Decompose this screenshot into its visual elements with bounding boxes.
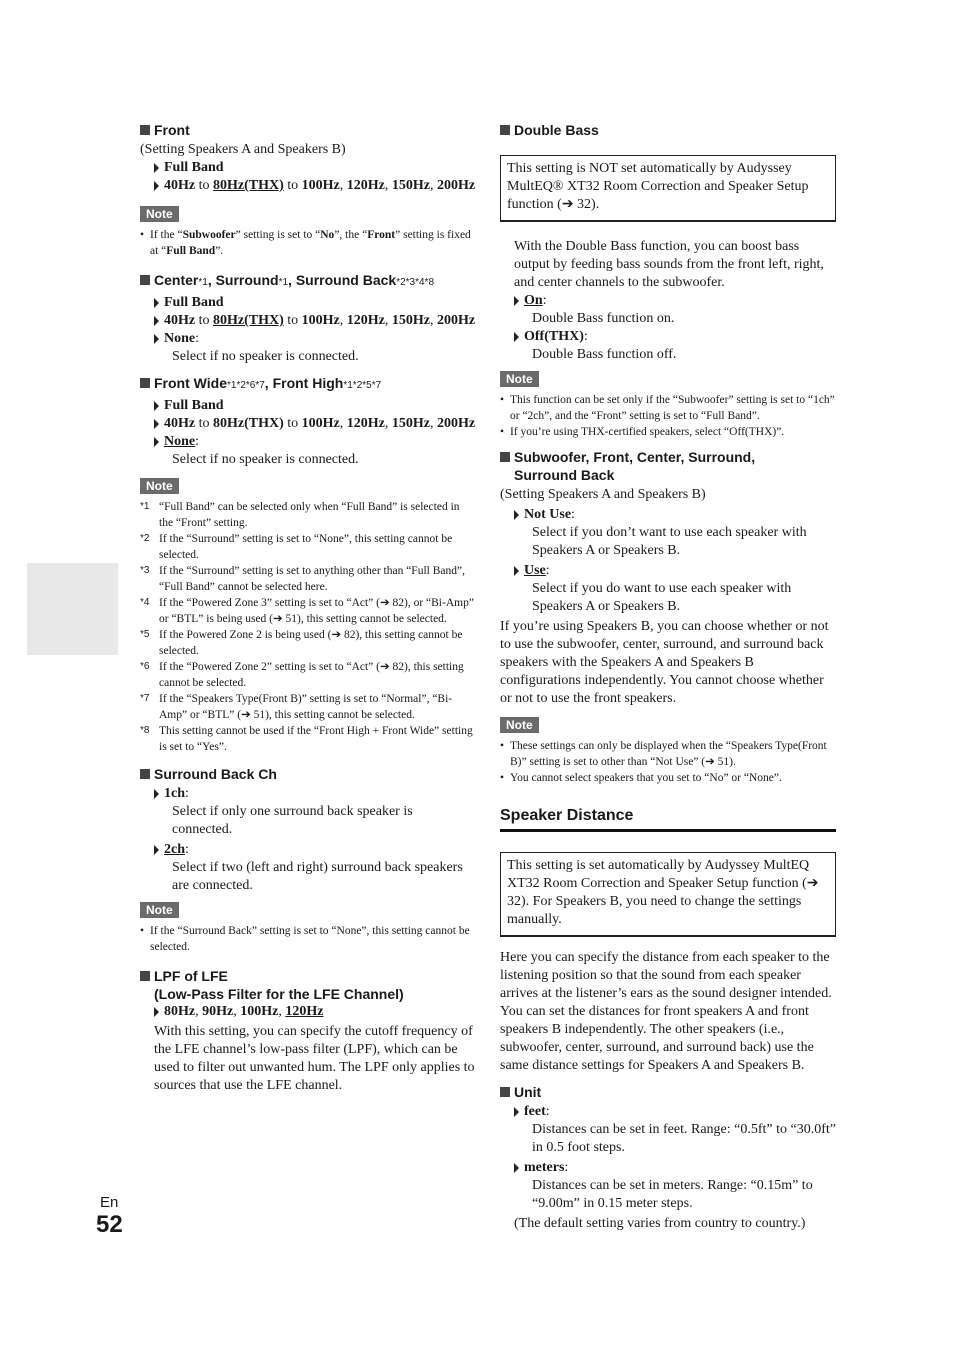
triangle-bullet-icon xyxy=(154,845,159,855)
footnote-text: If the “Speakers Type(Front B)” setting is set to “Normal”, “Bi-Amp” or “BTL” (➔ 51), this setting cannot be selected. xyxy=(159,693,453,721)
front-wide-heading: Front Wide*1*2*6*7, Front High*1*2*5*7 xyxy=(140,374,476,395)
speaker-select-body: If you’re using Speakers B, you can choose whether or not to use the subwoofer, center, surround, and surround back speakers with the Speakers A and Speakers B configurations independently. You cannot choose whether or not to use the front speakers. xyxy=(500,619,829,706)
footnote-marker: *3 xyxy=(140,565,150,576)
note-label: Note xyxy=(140,902,179,918)
front-intro: (Setting Speakers A and Speakers B) xyxy=(140,142,346,157)
unit-option-feet: feet: xyxy=(500,1103,836,1121)
footnote-item xyxy=(140,723,476,755)
swsel-note-1: • These settings can only be displayed when the “Speakers Type(Front B)” setting is set to other than “Not Use” (➔ 51). xyxy=(500,740,827,768)
triangle-bullet-icon xyxy=(154,334,159,344)
square-bullet-icon xyxy=(140,125,150,135)
speaker-distance-title: Speaker Distance xyxy=(500,806,836,832)
center-none-desc: Select if no speaker is connected. xyxy=(172,349,359,364)
note-label: Note xyxy=(140,206,179,222)
square-bullet-icon xyxy=(140,275,150,285)
note-label: Note xyxy=(500,371,539,387)
triangle-bullet-icon xyxy=(154,789,159,799)
dbass-note-2: • If you’re using THX-certified speakers, select “Off(THX)”. xyxy=(500,426,785,438)
front-heading: Front xyxy=(140,121,476,139)
wide-option-full-band: Full Band xyxy=(140,397,476,415)
lpf-heading: LPF of LFE (Low-Pass Filter for the LFE Channel) xyxy=(140,967,476,1003)
footnote-item xyxy=(140,595,476,627)
footnote-text: If the “Powered Zone 3” setting is set to “Act” (➔ 82), or “Bi-Amp” or “BTL” is being used (➔ 51), this setting cannot be selected. xyxy=(159,597,474,625)
front-option-frequencies: 40Hz to 80Hz(THX) to 100Hz, 120Hz, 150Hz, 200Hz xyxy=(140,177,476,195)
center-option-frequencies: 40Hz to 80Hz(THX) to 100Hz, 120Hz, 150Hz, 200Hz xyxy=(140,312,476,330)
wide-none-desc: Select if no speaker is connected. xyxy=(172,452,359,467)
triangle-bullet-icon xyxy=(514,510,519,520)
triangle-bullet-icon xyxy=(514,1107,519,1117)
page-number: 52 xyxy=(96,1211,123,1238)
triangle-bullet-icon xyxy=(154,181,159,191)
swsel-option-not-use: Not Use: xyxy=(500,506,836,524)
triangle-bullet-icon xyxy=(154,437,159,447)
swsel-option-use: Use: xyxy=(500,562,836,580)
speaker-distance-notice-box: This setting is set automatically by Audyssey MultEQ XT32 Room Correction and Speaker Setup function (➔ 32). For Speakers B, you need to change the settings manually. xyxy=(500,852,836,937)
footnote-item xyxy=(140,627,476,659)
side-tab-marker xyxy=(27,563,118,655)
footnote-marker: *7 xyxy=(140,693,150,704)
footnote-item xyxy=(140,691,476,723)
footnote-marker: *4 xyxy=(140,597,150,608)
triangle-bullet-icon xyxy=(154,298,159,308)
wide-option-none: None: xyxy=(140,433,476,451)
triangle-bullet-icon xyxy=(154,316,159,326)
center-option-none: None: xyxy=(140,330,476,348)
footnote-item xyxy=(140,563,476,595)
footnote-text: If the “Surround” setting is set to anything other than “Full Band”, “Full Band” cannot be selected here. xyxy=(159,565,465,593)
dbass-on-desc: Double Bass function on. xyxy=(532,311,675,326)
double-bass-body: With the Double Bass function, you can boost bass output by feeding bass sounds from the front left, right, and center channels to the subwoofer. xyxy=(514,239,824,290)
note-label: Note xyxy=(500,717,539,733)
wide-option-frequencies: 40Hz to 80Hz(THX) to 100Hz, 120Hz, 150Hz, 200Hz xyxy=(140,415,476,433)
speaker-distance-body-1: Here you can specify the distance from each speaker to the listening position so that the sound from each speaker arrives at the listener’s ears as the sound designer intended. xyxy=(500,950,832,1001)
sbch-2ch-desc: Select if two (left and right) surround back speakers are connected. xyxy=(172,860,463,893)
square-bullet-icon xyxy=(500,125,510,135)
lpf-body: With this setting, you can specify the cutoff frequency of the LFE channel’s low-pass filter (LPF), which can be used to filter out unwanted hum. The LPF only applies to sources that use the LFE channel. xyxy=(154,1024,475,1093)
dbass-option-off: Off(THX): xyxy=(500,328,836,346)
triangle-bullet-icon xyxy=(514,332,519,342)
left-column xyxy=(140,121,476,1095)
dbass-off-desc: Double Bass function off. xyxy=(532,347,677,362)
sbch-note: • If the “Surround Back” setting is set to “None”, this setting cannot be selected. xyxy=(140,925,470,953)
page-language: En xyxy=(100,1194,119,1211)
sbch-option-1ch: 1ch: xyxy=(140,785,476,803)
footnote-text: If the “Powered Zone 2” setting is set to “Act” (➔ 82), this setting cannot be selected. xyxy=(159,661,464,689)
swsel-not-use-desc: Select if you don’t want to use each speaker with Speakers A or Speakers B. xyxy=(532,525,807,558)
note-label: Note xyxy=(140,478,179,494)
triangle-bullet-icon xyxy=(154,163,159,173)
footnote-marker: *6 xyxy=(140,661,150,672)
speaker-distance-body-2: You can set the distances for front speakers A and front speakers B independently. The other speakers (i.e., subwoofer, center, surround, and surround back) use the same distance settings for Speakers A and Speakers B. xyxy=(500,1004,814,1073)
footnote-marker: *1 xyxy=(140,501,150,512)
double-bass-notice-box: This setting is NOT set automatically by Audyssey MultEQ® XT32 Room Correction and Speaker Setup function (➔ 32). xyxy=(500,155,836,222)
unit-meters-desc: Distances can be set in meters. Range: “0.15m” to “9.00m” in 0.15 meter steps. xyxy=(532,1178,813,1211)
footnote-text: “Full Band” can be selected only when “Full Band” is selected in the “Front” setting. xyxy=(159,501,460,529)
sbch-1ch-desc: Select if only one surround back speaker is connected. xyxy=(172,804,413,837)
right-column xyxy=(500,121,836,1233)
sbch-option-2ch: 2ch: xyxy=(140,841,476,859)
square-bullet-icon xyxy=(500,452,510,462)
square-bullet-icon xyxy=(140,769,150,779)
square-bullet-icon xyxy=(140,378,150,388)
double-bass-heading: Double Bass xyxy=(500,121,836,139)
square-bullet-icon xyxy=(500,1087,510,1097)
front-note: • If the “Subwoofer” setting is set to “No”, the “Front” setting is fixed at “Full Band”. xyxy=(140,229,471,257)
triangle-bullet-icon xyxy=(514,1163,519,1173)
footnote-item xyxy=(140,659,476,691)
triangle-bullet-icon xyxy=(514,296,519,306)
unit-option-meters: meters: xyxy=(500,1159,836,1177)
footnote-marker: *5 xyxy=(140,629,150,640)
triangle-bullet-icon xyxy=(154,419,159,429)
front-option-full-band: Full Band xyxy=(140,159,476,177)
footnote-marker: *2 xyxy=(140,533,150,544)
speaker-select-intro: (Setting Speakers A and Speakers B) xyxy=(500,487,706,502)
footnote-item xyxy=(140,531,476,563)
swsel-use-desc: Select if you do want to use each speaker with Speakers A or Speakers B. xyxy=(532,581,792,614)
center-heading: Center*1, Surround*1, Surround Back*2*3*4*8 xyxy=(140,271,476,292)
triangle-bullet-icon xyxy=(154,401,159,411)
dbass-note-1: • This function can be set only if the “Subwoofer” setting is set to “1ch” or “2ch”, and the “Front” setting is set to “Full Band”. xyxy=(500,394,835,422)
unit-footer-note: (The default setting varies from country to country.) xyxy=(514,1216,806,1231)
speaker-select-heading: Subwoofer, Front, Center, Surround, Surround Back xyxy=(500,448,836,484)
unit-feet-desc: Distances can be set in feet. Range: “0.5ft” to “30.0ft” in 0.5 foot steps. xyxy=(532,1122,836,1155)
footnote-list xyxy=(140,499,476,755)
swsel-note-2: • You cannot select speakers that you set to “No” or “None”. xyxy=(500,772,782,784)
dbass-option-on: On: xyxy=(500,292,836,310)
footnote-text: If the “Surround” setting is set to “None”, this setting cannot be selected. xyxy=(159,533,453,561)
footnote-text: If the Powered Zone 2 is being used (➔ 82), this setting cannot be selected. xyxy=(159,629,463,657)
square-bullet-icon xyxy=(140,971,150,981)
center-option-full-band: Full Band xyxy=(140,294,476,312)
triangle-bullet-icon xyxy=(514,566,519,576)
triangle-bullet-icon xyxy=(154,1007,159,1017)
lpf-options: 80Hz, 90Hz, 100Hz, 120Hz xyxy=(140,1003,476,1021)
footnote-item xyxy=(140,499,476,531)
surround-back-ch-heading: Surround Back Ch xyxy=(140,765,476,783)
footnote-text: This setting cannot be used if the “Front High + Front Wide” setting is set to “Yes”. xyxy=(159,725,473,753)
unit-heading: Unit xyxy=(500,1083,836,1101)
footnote-marker: *8 xyxy=(140,725,150,736)
